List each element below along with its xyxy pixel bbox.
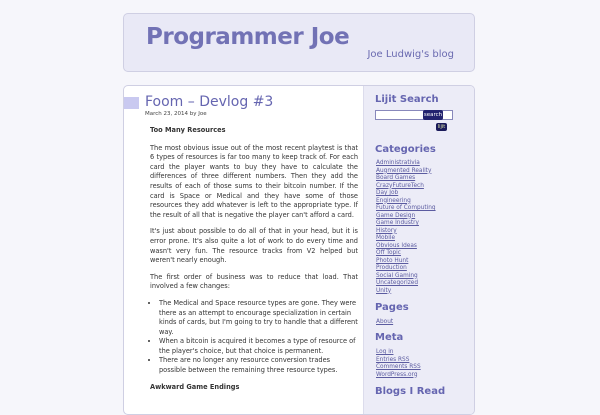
category-link[interactable]: Uncategorized	[376, 280, 419, 286]
content-panel	[123, 85, 475, 415]
post-list	[150, 299, 358, 376]
post-title[interactable]: Foom – Devlog #3	[145, 94, 274, 110]
blogs-title: Blogs I Read	[375, 386, 446, 397]
meta-link[interactable]: WordPress.org	[376, 371, 418, 378]
category-link[interactable]: Off Topic	[376, 250, 401, 256]
pages-list	[376, 319, 393, 327]
category-link[interactable]: Photo Hunt	[376, 257, 409, 264]
category-link[interactable]: Future of Computing	[376, 205, 436, 211]
search-title: Lijit Search	[375, 94, 439, 105]
post-marker	[124, 97, 139, 109]
sidebar	[363, 86, 474, 414]
pages-title: Pages	[375, 302, 409, 313]
categories-title: Categories	[375, 144, 436, 155]
category-link[interactable]: Engineering	[376, 197, 411, 204]
list-item: • When a bitcoin is acquired it becomes a type of resource of the player's choice, but that choice is permanent.	[159, 337, 358, 356]
category-link[interactable]: Mobile	[376, 235, 396, 241]
list-item: • There are no longer any resource conversion trades possible between the remaining three resource types.	[159, 356, 358, 375]
category-link[interactable]: Unity	[376, 287, 392, 294]
meta-list	[376, 349, 421, 379]
category-link[interactable]: Augmented Reality	[376, 167, 432, 174]
list-item: • The Medical and Space resource types are gone. They were there as an attempt to encourage specialization in certain kinds of cards, but I'm going to try to handle that a different way.	[159, 299, 358, 337]
post-heading: Too Many Resources	[150, 126, 226, 134]
search-button[interactable]: search	[423, 112, 443, 118]
post-body	[150, 126, 358, 400]
lijit-logo-icon[interactable]: lijit	[437, 124, 446, 130]
post-paragraph: The first order of business was to reduce that load. That involved a few changes:	[150, 272, 358, 291]
meta-title: Meta	[375, 332, 404, 343]
page-link[interactable]: About	[376, 319, 394, 325]
category-link[interactable]: CrazyFutureTech	[376, 182, 424, 189]
category-link[interactable]: Production	[376, 265, 407, 271]
site-description: Joe Ludwig's blog	[367, 49, 454, 60]
category-link[interactable]: Board Games	[376, 175, 416, 181]
category-link[interactable]: Administrativia	[376, 160, 420, 166]
meta-link[interactable]: Comments RSS	[376, 364, 421, 370]
meta-link[interactable]: Entries RSS	[376, 356, 410, 363]
site-title[interactable]: Programmer Joe	[146, 24, 350, 50]
category-link[interactable]: History	[376, 227, 397, 234]
category-link[interactable]: Game Industry	[376, 220, 419, 226]
category-link[interactable]: Obvious Ideas	[376, 242, 417, 249]
category-link[interactable]: Social Gaming	[376, 272, 418, 279]
post-heading: Awkward Game Endings	[150, 382, 240, 391]
site-header	[123, 13, 475, 72]
categories-list	[376, 160, 436, 295]
post-meta: March 23, 2014 by Joe	[145, 111, 207, 117]
category-link[interactable]: Game Design	[376, 212, 416, 219]
post-paragraph: The most obvious issue out of the most recent playtest is that 6 types of resources is far too many to keep track of. For each card the player wants to buy they have to calculate the differences of three different numbers. Then they add the results of each of those sums to their bitcoin number. If the card is Space or Medical and they have some of those resources they add whatever is left to the appropriate type. If the result of all that is negative the player can't afford a card.	[150, 143, 358, 219]
meta-link[interactable]: Log in	[376, 349, 394, 355]
category-link[interactable]: Day Job	[376, 190, 399, 196]
post-paragraph: It's just about possible to do all of that in your head, but it is error prone. It's also quite a lot of work to do every time and wasn't very fun. The resource tracks from V2 helped but weren't nearly enough.	[150, 227, 358, 265]
